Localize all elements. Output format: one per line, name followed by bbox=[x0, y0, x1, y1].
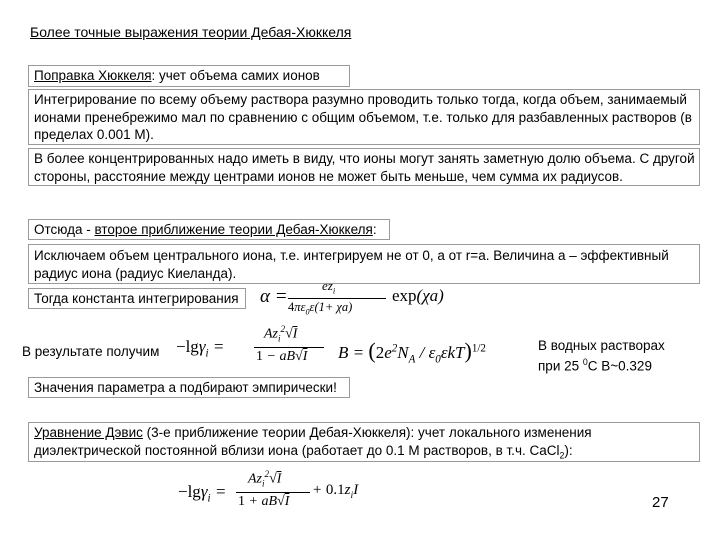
davies-note: Уравнение Дэвис (3-е приближение теории Дебая-Хюккеля): учет локального изменения диэлектрической постоянной вблизи иона (работает до 0.1 М растворов, в т.ч. CaCl$_2$): bbox=[34, 425, 592, 461]
integration-note: Интегрирование по всему объему раствора разумно проводить только тогда, когда объем, занимаемый ионами пренебрежимо мал по сравнению с общим объемом, т.е. только для разбавленных растворов (в пределах 0.001 М). bbox=[34, 92, 692, 142]
b-constant-formula: $B = (2e^2N_A / \varepsilon_0\varepsilon kT)^{1/2}$ bbox=[338, 338, 486, 366]
hueckel-correction-text: Поправка Хюккеля: учет объема самих ионов bbox=[34, 68, 320, 83]
integration-constant-label: Тогда константа интегрирования bbox=[34, 291, 239, 306]
empirical-note: Значения параметра a подбирают эмпирически! bbox=[34, 380, 337, 395]
page-number: 27 bbox=[652, 494, 669, 511]
result-label: В результате получим bbox=[22, 344, 160, 359]
water-solutions-note: В водных растворах при 25 $^0$С В~0.329 bbox=[538, 338, 665, 374]
second-approximation-text: Отсюда - второе приближение теории Дебая-Хюккеля: bbox=[34, 222, 377, 237]
davies-formula: −lgγ$_i$ = $Az_i^2√I$ 1 + aB√I + $0.1z_iI$ bbox=[178, 469, 359, 509]
concentrated-note: В более концентрированных надо иметь в виду, что ионы могут занять заметную долю объема. С другой стороны, расстояние между центрами ионов не может быть меньше, чем сумма их радиусов. bbox=[34, 151, 695, 184]
exclusion-note: Исключаем объем центрального иона, т.е. интегрируем не от 0, а от r=a. Величина a – эффективный радиус иона (радиус Киеланда). bbox=[34, 248, 669, 281]
second-approximation-formula: −lgγ$_i$ = $Az_i^2√I$ 1 − aB√I bbox=[176, 323, 326, 375]
page-title: Более точные выражения теории Дебая-Хюккеля bbox=[30, 24, 352, 40]
integration-constant-formula: α = $ez_i$ $4\pi\varepsilon_0\varepsilon(1+ \chi a)$ exp(χa) bbox=[260, 278, 444, 317]
